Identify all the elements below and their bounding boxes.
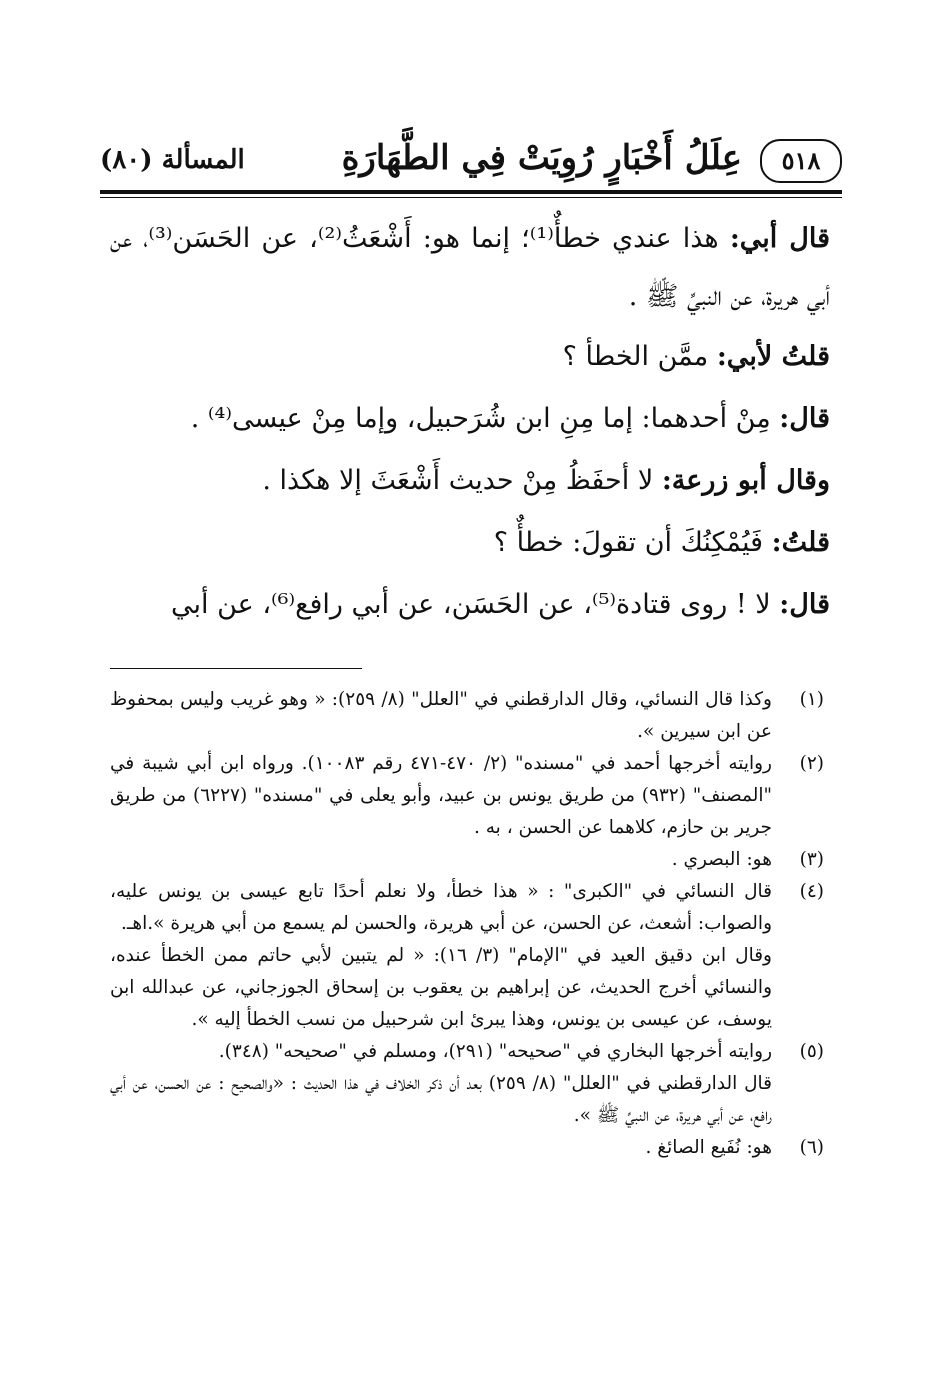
paragraph-text: لا ! روى قتادة⁽⁵⁾، عن الحَسَن، عن أبي رافع⁽⁶⁾، عن أبي — [170, 589, 780, 620]
main-text — [110, 210, 830, 636]
footnote-text: قال النسائي في "الكبرى" : « هذا خطأ، ولا نعلم أحدًا تابع عيسى بن يونس عليه، والصواب: أشعث، عن الحسن، عن أبي هريرة، والحسن لم يسمع من أبي هريرة ».اهـ. — [110, 881, 772, 934]
paragraph-lead: قال: — [779, 403, 830, 434]
header-rule-thin — [100, 197, 842, 198]
paragraph-lead: قال أبي: — [729, 223, 831, 254]
footnote-text: روايته أخرجها أحمد في "مسنده" (٢/ ٤٧٠-٤٧١ رقم ١٠٠٨٣). ورواه ابن أبي شيبة في "المصنف" (٩٣٢) من طريق يونس بن عبيد، وأبو يعلى في "مسنده" (٦٢٢٧) من طريق جرير بن حازم، كلاهما عن الحسن ، به . — [110, 753, 772, 838]
page-header — [100, 135, 842, 185]
paragraph-text: ممَّن الخطأ ؟ — [562, 341, 717, 372]
paragraph-text: هذا عندي خطأٌ⁽¹⁾؛ إنما هو: أَشْعَثُ⁽²⁾، عن الحَسَن⁽³⁾، عن أبي هريرة، عن النبيِّ ﷺ . — [110, 223, 830, 312]
footnote-2 — [110, 748, 824, 844]
footnote-number: (٢) — [799, 753, 824, 774]
paragraph — [110, 574, 830, 636]
footnote-number: (٤) — [799, 881, 824, 902]
footnote-number: (٣) — [799, 849, 824, 870]
footnote-text: هو: نُفَيع الصائغ . — [645, 1137, 772, 1158]
page-number: ٥١٨ — [760, 139, 842, 183]
footnote-5 — [110, 1036, 824, 1132]
footnote-text: وكذا قال النسائي، وقال الدارقطني في "العلل" (٨/ ٢٥٩): « وهو غريب وليس بمحفوظ عن ابن سيرين ». — [110, 689, 772, 742]
paragraph-text: فَيُمْكِنُكَ أن تقولَ: خطأٌ ؟ — [493, 527, 772, 558]
paragraph — [110, 388, 830, 450]
paragraph-text: مِنْ أحدهما: إما مِنِ ابن شُرَحبيل، وإما مِنْ عيسى⁽⁴⁾ . — [190, 403, 780, 434]
paragraph-lead: قال: — [779, 589, 830, 620]
book-title: عِلَلُ أَخْبَارٍ رُوِيَتْ فِي الطَّهَارَةِ — [341, 138, 742, 178]
footnote-number: (٦) — [799, 1137, 824, 1158]
paragraph — [110, 210, 830, 326]
footnote-text: هو: البصري . — [671, 849, 772, 870]
footnote-6 — [110, 1132, 824, 1164]
footnote-text: قال الدارقطني في "العلل" (٨/ ٢٥٩) بعد أن ذكر الخلاف في هذا الحديث : «والصحيح : عن الحسن، عن أبي رافع، عن أبي هريرة، عن النبيِّ ﷺ ». — [110, 1073, 772, 1126]
footnote-3 — [110, 844, 824, 876]
paragraph-lead: وقال أبو زرعة: — [661, 465, 830, 496]
header-rule — [100, 190, 842, 194]
paragraph — [110, 326, 830, 388]
footnote-1 — [110, 684, 824, 748]
footnote-separator — [110, 668, 362, 669]
footnote-text: وقال ابن دقيق العيد في "الإمام" (٣/ ١٦): « لم يتبين لأبي حاتم ممن الخطأ عنده، والنسائي أخرج الحديث، عن إبراهيم بن يعقوب بن إسحاق الجوزجاني، عن عبدالله ابن يوسف، عن عيسى بن يونس، وهذا يبرئ ابن شرحبيل من نسب الخطأ إليه ». — [110, 945, 772, 1030]
footnote-number: (٥) — [799, 1041, 824, 1062]
paragraph-lead: قلتُ: — [771, 527, 830, 558]
paragraph-text: لا أحفَظُ مِنْ حديث أَشْعَثَ إلا هكذا . — [262, 465, 662, 496]
footnote-number: (١) — [799, 689, 824, 710]
paragraph — [110, 512, 830, 574]
issue-label: المسألة (٨٠) — [100, 145, 245, 175]
paragraph — [110, 450, 830, 512]
paragraph-lead: قلتُ لأبي: — [716, 341, 830, 372]
footnote-text: روايته أخرجها البخاري في "صحيحه" (٢٩١)، ومسلم في "صحيحه" (٣٤٨). — [218, 1041, 772, 1062]
footnotes — [110, 684, 824, 1164]
footnote-4 — [110, 876, 824, 1036]
